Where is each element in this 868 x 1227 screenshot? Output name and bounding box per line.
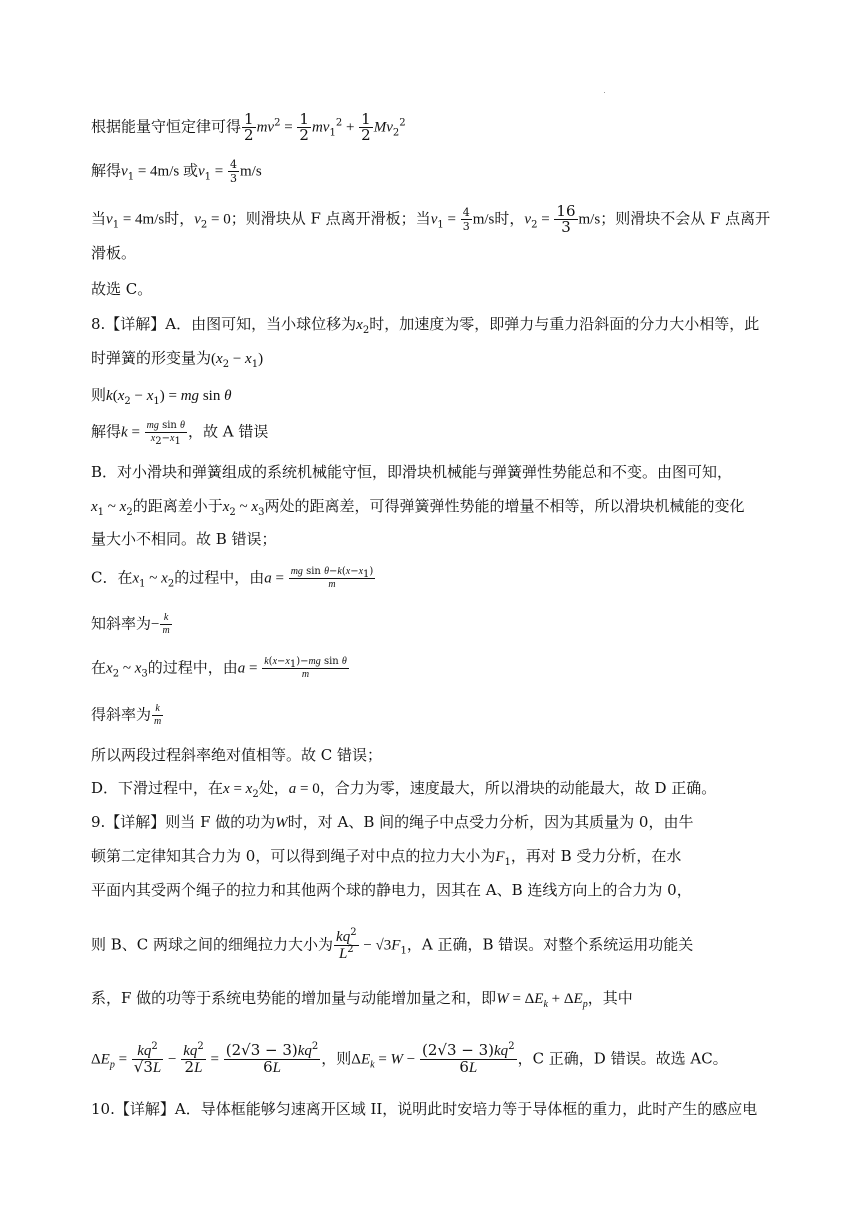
line-q8-c3: 所以两段过程斜率绝对值相等。故 C 错误； — [91, 746, 383, 764]
line-q8-d: D．下滑过程中，在$x = x_2$处，a = 0，合力为零，速度最大，所以滑块的动能最大，故 D 正确。 — [91, 779, 717, 800]
line-q8-b: B．对小滑块和弹簧组成的系统机械能守恒，即滑块机械能与弹簧弹性势能总和不变。由图可知， — [91, 463, 733, 481]
line-q9-c: 平面内其受两个绳子的拉力和其他两个球的静电力，因其在 A、B 连线方向上的合力为 0， — [91, 881, 692, 899]
text: 根据能量守恒定律可得 — [91, 117, 242, 136]
text: 时， — [164, 209, 195, 228]
text: 时弹簧的形变量为 — [91, 349, 212, 367]
text: 系，F 做的功等于系统电势能的增加量与动能增加量之和，即 — [91, 989, 497, 1007]
text: 知斜率为 — [91, 614, 152, 633]
text: ，故 A 错误 — [187, 422, 269, 441]
text: 则 — [91, 386, 107, 404]
text: ，C 正确，D 错误。故选 AC。 — [517, 1049, 728, 1068]
line-q8-a: 8.【详解】A．由图可知，当小球位移为$x_2$时，加速度为零，即弹力与重力沿斜面的分力大小相等，此 — [91, 315, 760, 336]
text: 或 — [182, 161, 198, 180]
text: ，再对 B 受力分析，在水 — [510, 847, 682, 865]
line-q9-f: $\Delta E_p$ = $\frac{kq^2}{√3L}$ − $\frac{kq^2}{2L}$ = $\frac{(2√3 - 3)kq^2}{6L}$ ，则$\Delta E_k = W$ − $\frac{(2√3 - 3)kq^2}{6L}$ ，C 正确，D 错误。故选 AC。 — [91, 1041, 728, 1076]
text: 时，对 A、B 间的绳子中点受力分析，因为其质量为 0，由牛 — [287, 813, 694, 831]
line-q8-slope2: 得斜率为 $\frac{k}{m}$ — [91, 703, 162, 727]
line-q8-slope1: 知斜率为− $\frac{k}{m}$ — [91, 612, 170, 636]
line-q9-d: 则 B、C 两球之间的细绳拉力大小为 $\frac{kq^2}{L^2}$ − $√3F_1$，A 正确，B 错误。对整个系统运用功能关 — [91, 927, 694, 962]
line-q8-c: C．在$x_1$ ~ $x_2$的过程中，由a = $\frac{mg \sin \theta-k(x-x_1)}{m}$ — [91, 566, 374, 590]
text: 的过程中，由 — [174, 568, 265, 587]
text: 顿第二定律知其合力为 0，可以得到绳子对中点的拉力大小为 — [91, 847, 496, 865]
line-q8-b2: $x_1$ ~ $x_2$的距离差小于$x_2$ ~ $x_3$两处的距离差，可得弹簧弹性势能的增量不相等，所以滑块机械能的变化 — [91, 497, 745, 518]
line-slider: 滑板。 — [91, 244, 137, 262]
text: 当 — [91, 209, 107, 228]
line-q8-equation: 则$k(x_2 - x_1)$ = mg sin θ — [91, 386, 232, 407]
text: C．在 — [91, 568, 133, 587]
text: 时，加速度为零，即弹力与重力沿斜面的分力大小相等，此 — [369, 315, 760, 333]
text: 的距离差小于 — [132, 497, 223, 515]
text: 的过程中，由 — [147, 658, 238, 677]
line-q9-b: 顿第二定律知其合力为 0，可以得到绳子对中点的拉力大小为$F_1$，再对 B 受力分析，在水 — [91, 847, 682, 868]
line-q8-k: 解得k = $\frac{\text{mg sin θ}}{x_2-x_1}$ ，故 A 错误 — [91, 420, 269, 447]
text: ，A 正确，B 错误。对整个系统运用功能关 — [406, 935, 694, 954]
text: 则 B、C 两球之间的细绳拉力大小为 — [91, 935, 334, 954]
text: 解得 — [91, 161, 122, 180]
text: 得斜率为 — [91, 705, 152, 724]
text: 时， — [494, 209, 525, 228]
text: 解得 — [91, 422, 122, 441]
line-solution-v1: 解得$v_1 = 4m/s$ 或$v_1$ = $\frac{4}{3}$ m/s — [91, 158, 262, 185]
text: ，其中 — [587, 989, 633, 1007]
line-q8-deformation: 时弹簧的形变量为$(x_2 - x_1)$ — [91, 349, 264, 370]
text: D．下滑过程中，在 — [91, 779, 224, 797]
text: ；则滑块不会从 F 点离开 — [600, 209, 771, 228]
line-cases: 当$v_1 = 4m/s$时，$v_2 = 0$；则滑块从 F 点离开滑板；当$v_1$ = $\frac{4}{3}$ m/s时，$v_2$ = $\frac{16}{3}$ m/s；则滑块不会从 F 点离开 — [91, 202, 771, 236]
text: 在 — [91, 658, 107, 677]
line-q8-c2: 在$x_2$ ~ $x_3$的过程中，由a = $\frac{k(x-x_1)-mg \sin \theta}{m}$ — [91, 656, 347, 680]
line-answer-c: 故选 C。 — [91, 280, 153, 298]
scan-dot — [604, 92, 605, 93]
text: ，合力为零，速度最大，所以滑块的动能最大，故 D 正确。 — [319, 779, 717, 797]
text: 处， — [258, 779, 289, 797]
text: 8.【详解】A．由图可知，当小球位移为 — [91, 315, 357, 333]
text: 9.【详解】则当 F 做的功为 — [91, 813, 276, 831]
text: 两处的距离差，可得弹簧弹性势能的增量不相等，所以滑块机械能的变化 — [264, 497, 745, 515]
line-energy-conservation: 根据能量守恒定律可得 $\frac{1}{2}$ $mv^2$ = $\frac{1}{2}$ $mv_1^2$ + $\frac{1}{2}$ $Mv_2^2$ — [91, 110, 406, 144]
line-q8-b3: 量大小不相同。故 B 错误； — [91, 530, 277, 548]
line-q10-a: 10.【详解】A．导体框能够匀速离开区域 II，说明此时安培力等于导体框的重力，此时产生的感应电 — [91, 1100, 758, 1118]
text: ；则滑块从 F 点离开滑板；当 — [230, 209, 431, 228]
line-q9-a: 9.【详解】则当 F 做的功为W时，对 A、B 间的绳子中点受力分析，因为其质量为 0，由牛 — [91, 813, 694, 831]
text: ，则 — [321, 1049, 352, 1068]
line-q9-e: 系，F 做的功等于系统电势能的增加量与动能增加量之和，即$W = \Delta E_k + \Delta E_p$，其中 — [91, 989, 633, 1010]
